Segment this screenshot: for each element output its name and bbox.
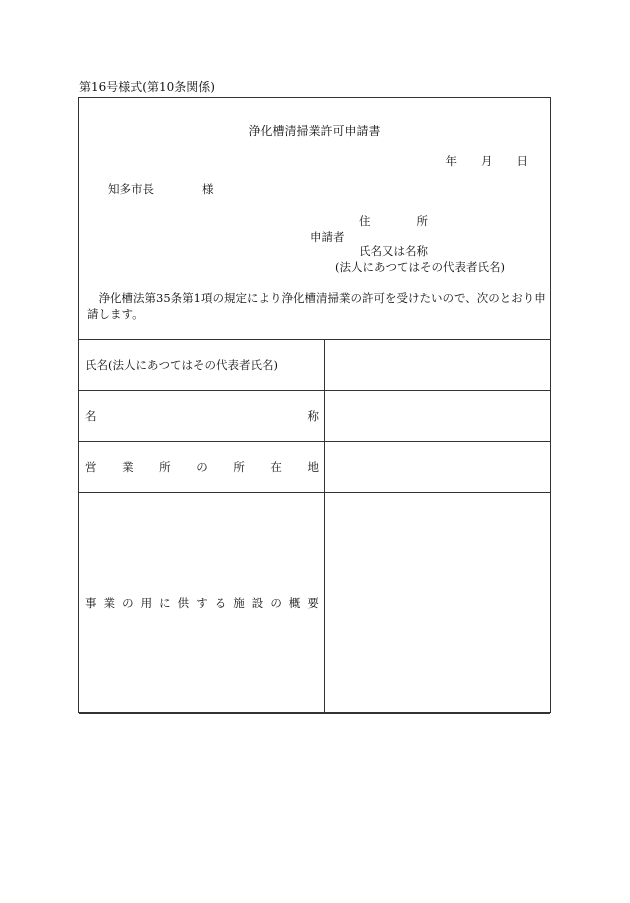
label-char: 設 xyxy=(251,596,264,610)
label-char: 事 xyxy=(85,596,97,610)
label-char: 所 xyxy=(233,460,245,474)
label-char: 称 xyxy=(307,409,319,423)
application-form xyxy=(78,97,551,713)
label-char: の xyxy=(122,596,134,610)
table-row xyxy=(79,442,550,493)
column-divider xyxy=(324,340,325,714)
addressee-name: 知多市長 xyxy=(108,182,154,196)
business-name-field[interactable] xyxy=(326,391,548,441)
facility-overview-label xyxy=(85,493,319,713)
address-char-2: 所 xyxy=(416,214,428,228)
facility-overview-field[interactable] xyxy=(326,493,548,713)
year-label: 年 xyxy=(445,154,457,168)
form-title: 浄化槽清掃業許可申請書 xyxy=(248,124,381,138)
details-table xyxy=(79,339,550,714)
form-number: 第16号様式(第10条関係) xyxy=(79,80,215,94)
label-char: 地 xyxy=(307,460,319,474)
label-char: の xyxy=(270,596,282,610)
label-char: 名 xyxy=(85,409,97,423)
label-char: 在 xyxy=(270,460,282,474)
table-row xyxy=(79,493,550,714)
label-char: 供 xyxy=(177,596,190,610)
day-label: 日 xyxy=(516,154,528,168)
addressee-honorific: 様 xyxy=(202,182,214,196)
month-label: 月 xyxy=(481,154,493,168)
label-char: 業 xyxy=(103,596,116,610)
label-char: 所 xyxy=(159,460,171,474)
business-name-label xyxy=(85,391,319,441)
body-text: 浄化槽法第35条第1項の規定により浄化槽清掃業の許可を受けたいので、次のとおり申請します。 xyxy=(87,291,546,321)
table-row xyxy=(79,391,550,442)
label-char: る xyxy=(214,596,227,610)
date-line xyxy=(446,154,529,168)
representative-name-field[interactable] xyxy=(326,340,548,390)
label-char: す xyxy=(196,596,208,610)
representative-name-label: 氏名(法人にあつてはその代表者氏名) xyxy=(85,358,278,372)
label-char: 用 xyxy=(140,596,153,610)
applicant-address-label xyxy=(359,214,428,228)
label-char: 業 xyxy=(122,460,134,474)
office-location-field[interactable] xyxy=(326,442,548,492)
addressee xyxy=(108,182,214,196)
applicant-note: (法人にあつてはその代表者氏名) xyxy=(335,260,505,274)
office-location-label xyxy=(85,442,319,492)
label-char: 要 xyxy=(307,596,319,610)
label-char: 施 xyxy=(233,596,245,610)
label-char: 営 xyxy=(85,460,97,474)
address-char-1: 住 xyxy=(359,214,371,228)
applicant-label: 申請者 xyxy=(310,230,345,244)
label-char: 概 xyxy=(288,596,301,610)
table-row xyxy=(79,340,550,391)
applicant-name-label: 氏名又は名称 xyxy=(359,244,428,258)
label-char: に xyxy=(159,596,171,610)
label-char: の xyxy=(196,460,208,474)
